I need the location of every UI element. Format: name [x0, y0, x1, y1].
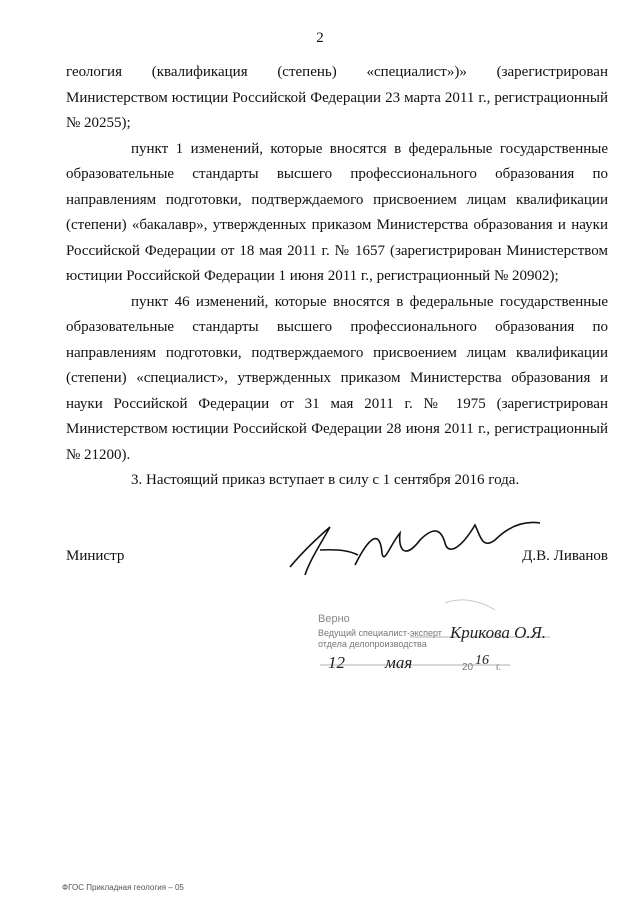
stamp-header: Верно — [318, 613, 350, 625]
signature-block — [66, 540, 608, 580]
paragraph-4: 3. Настоящий приказ вступает в силу с 1 сентября 2016 года. — [131, 472, 520, 488]
paragraph-3: пункт 46 изменений, которые вносятся в федеральные государственные образовательные стандарты высшего профессионального образования по направлениям подготовки, подтверждаемого присвоением лицам квалификации (степени) «специалист», утвержденных приказом Министерства образования и науки Российской Федерации от 31 мая 2011 г. № 1975 (зарегистрирован Министерством юстиции Российской Федерации 28 июня 2011 г., регистрационный № 21200). — [66, 293, 608, 463]
certification-stamp — [310, 595, 590, 705]
stamp-year-prefix: 20 — [462, 662, 474, 673]
stamp-line-2: отдела делопроизводства — [318, 639, 427, 649]
stamp-day: 12 — [328, 653, 345, 672]
page-number: 2 — [316, 30, 324, 46]
stamp-year-suffix: 16 — [475, 653, 489, 668]
document-footer: ФГОС Прикладная геология – 05 — [62, 883, 184, 892]
stamp-signer: Крикова О.Я. — [450, 623, 547, 642]
stamp-line-1: Ведущий специалист-эксперт — [318, 628, 442, 638]
signer-name: Д.В. Ливанов — [522, 548, 608, 564]
signer-title: Министр — [66, 548, 125, 564]
stamp-decoration — [310, 595, 590, 705]
stamp-month: мая — [385, 653, 413, 672]
paragraph-1: геология (квалификация (степень) «специалист»)» (зарегистрирован Министерством юстиции Российской Федерации 23 марта 2011 г., регистрационный № 20255); — [66, 64, 608, 131]
stamp-year-label: г. — [496, 662, 502, 673]
paragraph-2: пункт 1 изменений, которые вносятся в федеральные государственные образовательные стандарты высшего профессионального образования по направлениям подготовки, подтверждаемого присвоением лицам квалификации (степени) «бакалавр», утвержденных приказом Министерства образования и науки Российской Федерации от 18 мая 2011 г. № 1657 (зарегистрирован Министерством юстиции Российской Федерации 1 июня 2011 г., регистрационный № 20902); — [66, 140, 608, 284]
document-body — [66, 60, 608, 494]
